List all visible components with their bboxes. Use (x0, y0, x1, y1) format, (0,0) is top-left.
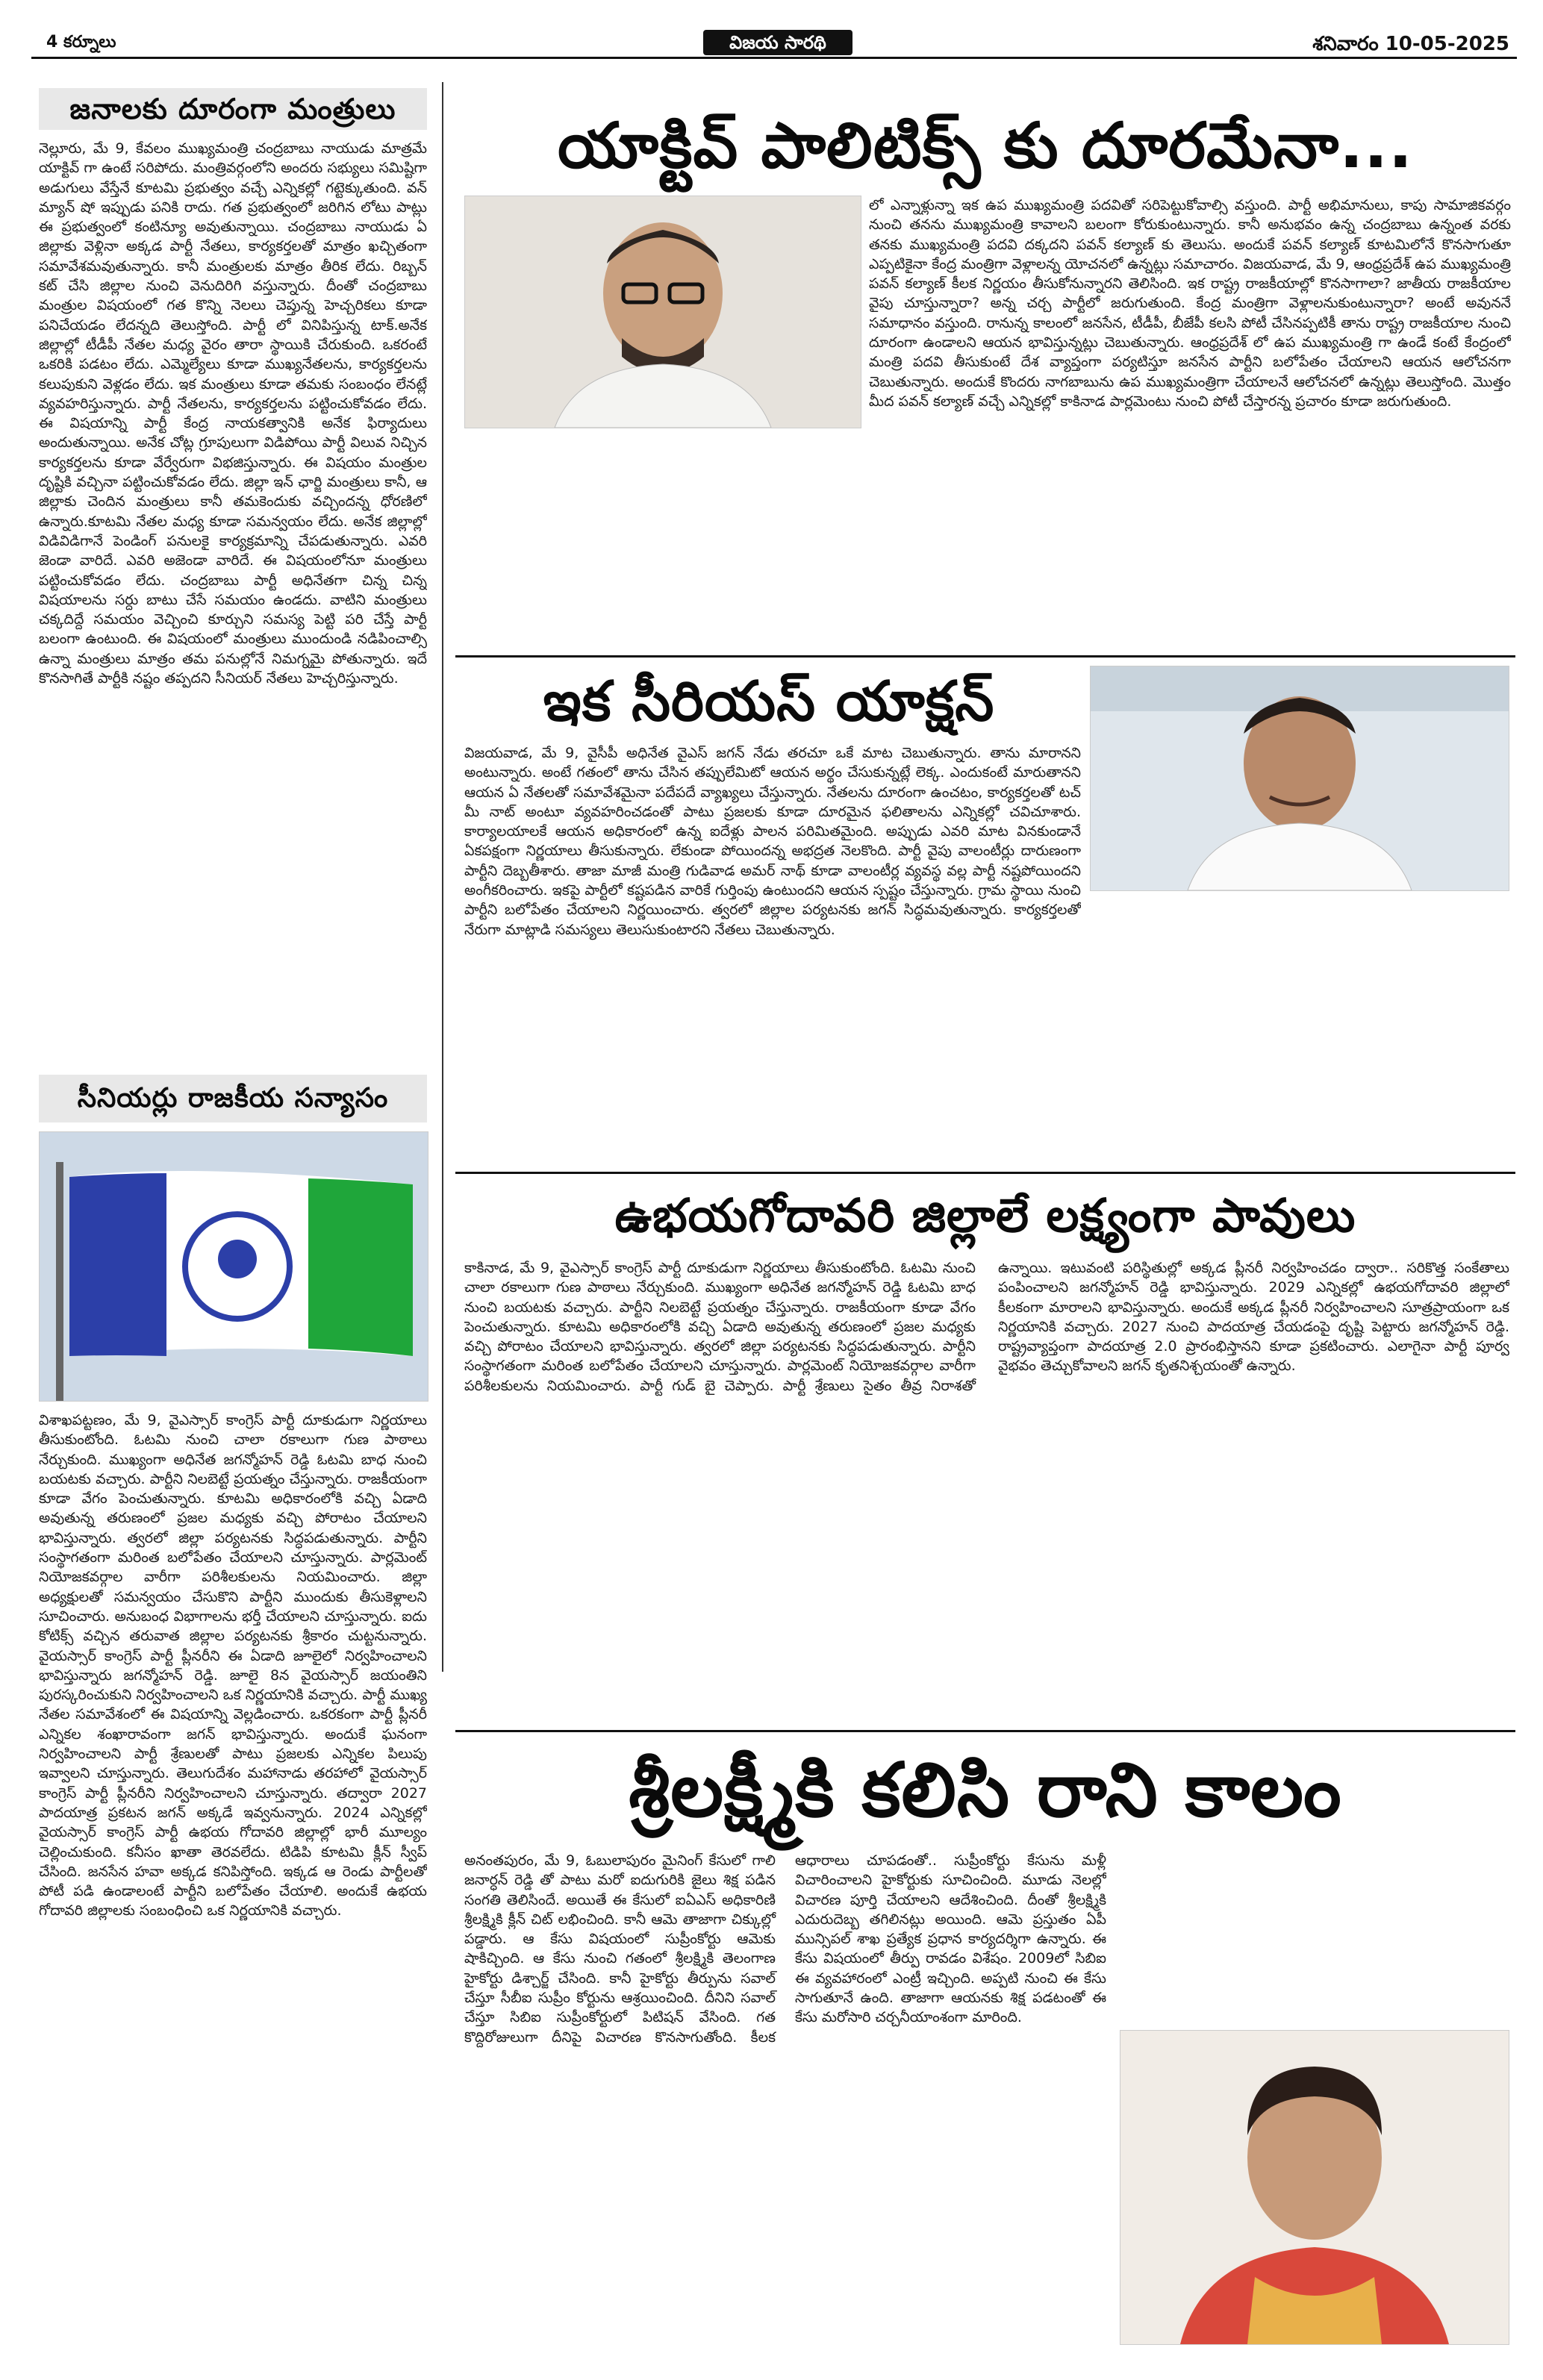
portrait-srilakshmi-icon (1120, 2031, 1509, 2344)
art2-body-lower (464, 437, 860, 643)
column-rule (442, 82, 443, 1672)
art6-headline-box (463, 1742, 1508, 1839)
art4-body: విశాఖపట్టణం, మే 9, వైఎస్సార్ కాంగ్రెస్ పార్టీ దూకుడుగా నిర్ణయాలు తీసుకుంటోంది. ఓటమి నుంచి చాలా రకాలుగా గుణ పాఠాలు నేర్చుకుంది. ముఖ్యంగా అధినేత జగన్మోహన్ రెడ్డి ఓటమి బాధ నుంచి బయటకు వచ్చారు. పార్టీని నిలబెట్టే ప్రయత్నం చేస్తున్నారు. రాజకీయంగా కూడా వేగం పెంచుతున్నారు. కూటమి అధికారంలోకి వచ్చి ఏడాది అవుతున్న తరుణంలో ప్రజల మధ్యకు వచ్చి పోరాటం చేయాలని భావిస్తున్నారు. త్వరలో జిల్లా పర్యటనకు సిద్ధపడుతున్నారు. పార్టీని సంస్థాగతంగా మరింత బలోపేతం చేయాలని చూస్తున్నారు. పార్లమెంట్ నియోజకవర్గాల వారీగా పరిశీలకులను నియమించారు. జిల్లా అధ్యక్షులతో సమన్వయం చేసుకొని పార్టీని ముందుకు తీసుకెళ్లాలని సూచించారు. అనుబంధ విభాగాలను భర్తీ చేయాలని చూస్తున్నారు. ఐదు కోటిక్స్ వచ్చిన తరువాత జిల్లాల పర్యటనకు శ్రీకారం చుట్టనున్నారు. వైయస్సార్ కాంగ్రెస్ పార్టీ ప్లీనరీని ఈ ఏడాది జూలైలో నిర్వహించాలని భావిస్తున్నారు జగన్మోహన్ రెడ్డి. జూలై 8న వైయస్సార్ జయంతిని పురస్కరించుకుని నిర్వహించాలని ఒక నిర్ణయానికి వచ్చారు. పార్టీ ముఖ్య నేతల సమావేశంలో ఈ విషయాన్ని వెల్లడించారు. ఒకరకంగా పార్టీ ప్లీనరీ ఎన్నికల శంఖారావంగా జగన్ భావిస్తున్నారు. అందుకే ఘనంగా నిర్వహించాలని పార్టీ శ్రేణులతో పాటు ప్రజలకు ఎన్నికల పిలుపు ఇవ్వాలని చూస్తున్నారు. తెలుగుదేశం మహానాడు తరహాలో వైయస్సార్ కాంగ్రెస్ పార్టీ ప్లీనరీని నిర్వహించాలని చూస్తున్నారు. తద్వారా 2027 పాదయాత్ర ప్రకటన జగన్ అక్కడే ఇవ్వనున్నారు. 2024 ఎన్నికల్లో వైయస్సార్ కాంగ్రెస్ పార్టీ ఉభయ గోదావరి జిల్లాల్లో భారీ మూల్యం చెల్లించుకుంది. కనీసం ఖాతా తెరవలేదు. టిడిపి కూటమి క్లీన్ స్వీప్ చేసింది. జనసేన హవా అక్కడ కనిపిస్తోంది. ఇక్కడ ఆ రెండు పార్టీలతో పోటీ పడి ఉండాలంటే పార్టీని బలోపేతం చేయాలి. అందుకే ఉభయ గోదావరి జిల్లాలకు సంబంధించి ఒక నిర్ణయానికి వచ్చారు. (39, 1412, 427, 1920)
page-header (31, 30, 1517, 59)
art3-body: విజయవాడ, మే 9, వైసీపీ అధినేత వైఎస్ జగన్ నేడు తరచూ ఒకే మాట చెబుతున్నారు. తాను మారానని అంటున్నారు. అంటే గతంలో తాను చేసిన తప్పులేమిటో ఆయన అర్థం చేసుకున్నట్లే లెక్క. ఎందుకంటే మారుతానని ఆయన ఏ నేతలతో సమావేశమైనా పదేపదే వ్యాఖ్యలు చేస్తున్నారు. నేతలను దూరంగా ఉంచటం, కార్యకర్తలతో టచ్ మీ నాట్ అంటూ వ్యవహరించడంతో పాటు ప్రజలకు కూడా దూరమైన ఫలితాలను ఎన్నికల్లో చవిచూశారు. కార్యాలయాలకే ఆయన అధికారంలో ఉన్న ఐదేళ్లు పాలన పరిమితమైంది. అప్పుడు ఎవరి మాట వినకుండానే ఏకపక్షంగా నిర్ణయాలు తీసుకున్నారు. లేకుండా పోయిందన్న అభద్రత నెలకొంది. పార్టీ వైపు వాలంటీర్లు దారుణంగా పార్టీని దెబ్బతీశారు. తాజా మాజీ మంత్రి గుడివాడ అమర్ నాథ్ కూడా వాలంటీర్ల వ్యవస్థ వల్ల పార్టీ నష్టపోయిందని అంగీకరించారు. ఇకపై పార్టీలో కష్టపడిన వారికే గుర్తింపు ఉంటుందని ఆయన స్పష్టం చేస్తున్నారు. గ్రామ స్థాయి నుంచి పార్టీని బలోపేతం చేయాలని నిర్ణయించారు. త్వరలో జిల్లాల పర్యటనకు జగన్ సిద్ధమవుతున్నారు. కార్యకర్తలతో నేరుగా మాట్లాడి సమస్యలు తెలుసుకుంటారని నేతలు చెబుతున్నారు. (464, 745, 1081, 938)
art2-body: లో ఎన్నాళ్లున్నా ఇక ఉప ముఖ్యమంత్రి పదవితో సరిపెట్టుకోవాల్సి వస్తుంది. పార్టీ అభిమానులు, కాపు సామాజికవర్గం నుంచి తనను ముఖ్యమంత్రి కావాలని బలంగా కోరుకుంటున్నారు. కానీ అనుభవం ఉన్న చంద్రబాబు ఉన్నంత వరకు తనకు ముఖ్యమంత్రి పదవి దక్కదని పవన్ కల్యాణ్ కు తెలుసు. అందుకే పవన్ కల్యాణ్ కూటమిలోనే కొనసాగుతూ ఎప్పటికైనా కేంద్ర మంత్రిగా వెళ్లాలన్న యోచనలో ఉన్నట్లు సమాచారం. విజయవాడ, మే 9, ఆంధ్రప్రదేశ్ ఉప ముఖ్యమంత్రి పవన్ కల్యాణ్ కీలక నిర్ణయం తీసుకోనున్నారని తెలిసింది. ఇక రాష్ట్ర రాజకీయాల్లో కొనసాగాలా? జాతీయ రాజకీయాల వైపు చూస్తున్నారా? అన్న చర్చ పార్టీలో జరుగుతుంది. కేంద్ర మంత్రిగా వెళ్లాలనుకుంటున్నారా? అంటే అవుననే సమాధానం వస్తుంది. రానున్న కాలంలో జనసేన, టీడీపీ, బీజేపీ కలసి పోటీ చేసినప్పటికీ తాను రాష్ట్ర రాజకీయాల నుంచి దూరంగా ఉండాలని ఆయన భావిస్తున్నట్లు చెబుతున్నారు. ఆంధ్రప్రదేశ్ లో ఉప ముఖ్యమంత్రి గా ఉండే కంటే కేంద్రంలో మంత్రి పదవి తీసుకుంటే దేశ వ్యాప్తంగా పర్యటిస్తూ జనసేన పార్టీని బలోపేతం చేయాలని ఆయన ఆలోచనగా చెబుతున్నారు. అందుకే కొందరు నాగబాబును ఉప ముఖ్యమంత్రిగా చేయాలనే ఆలోచనలో ఉన్నట్లు తెలుస్తోంది. మొత్తం మీద పవన్ కల్యాణ్ వచ్చే ఎన్నికల్లో కాకినాడ పార్లమెంటు నుంచి పోటీ చేస్తారన్న ప్రచారం కూడా జరుగుతుంది. (869, 197, 1511, 410)
page-label: 4 కర్నూలు (46, 33, 116, 51)
portrait-jagan-icon (1091, 666, 1509, 890)
portrait-pawan-icon (465, 196, 861, 428)
masthead: విజయ సారథి (703, 30, 852, 55)
rule-art2 (455, 655, 1515, 658)
art2-headline-box (463, 104, 1508, 187)
art4-headline: సీనియర్లు రాజకీయ సన్యాసం (77, 1083, 389, 1114)
art6-photo (1120, 2030, 1509, 2345)
issue-date: శనివారం 10-05-2025 (1312, 33, 1509, 55)
art3-body-right (1090, 899, 1508, 1161)
art3-headline-box (463, 666, 1075, 737)
art6-headline: శ్రీలక్ష్మీకి కలిసి రాని కాలం (629, 1746, 1342, 1834)
art6-body: అనంతపురం, మే 9, ఓబులాపురం మైనింగ్ కేసులో గాలి జనార్ధన్ రెడ్డి తో పాటు మరో ఐదుగురికి జైలు శిక్ష పడిన సంగతి తెలిసిందే. అయితే ఈ కేసులో ఐఏఎస్ అధికారిణి శ్రీలక్ష్మికి క్లీన్ చిట్ లభించింది. కానీ ఆమె తాజాగా చిక్కుల్లో పడ్డారు. ఆ కేసు విషయంలో సుప్రీంకోర్టు ఆమెకు షాకిచ్చింది. ఆ కేసు నుంచి గతంలో శ్రీలక్ష్మికి తెలంగాణ హైకోర్టు డిశ్చార్జ్ చేసింది. కానీ హైకోర్టు తీర్పును సవాల్ చేస్తూ సీబీఐ సుప్రీం కోర్టును ఆశ్రయించింది. దీనిని సవాల్ చేస్తూ సిబిఐ సుప్రీంకోర్టులో పిటిషన్ వేసింది. గత కొద్దిరోజులుగా దీనిపై విచారణ కొనసాగుతోంది. కీలక ఆధారాలు చూపడంతో.. సుప్రీంకోర్టు కేసును మళ్లీ విచారించాలని హైకోర్టుకు సూచించింది. మూడు నెలల్లో విచారణ పూర్తి చేయాలని ఆదేశించింది. దీంతో శ్రీలక్ష్మికి ఎదురుదెబ్బ తగిలినట్లు అయింది. ఆమె ప్రస్తుతం ఏపీ మున్సిపల్ శాఖ ప్రత్యేక ప్రధాన కార్యదర్శిగా ఉన్నారు. ఈ కేసు విషయంలో తీర్పు రావడం విశేషం. 2009లో సిబిఐ ఈ వ్యవహారంలో ఎంట్రీ ఇచ్చింది. అప్పటి నుంచి ఈ కేసు సాగుతూనే ఉంది. తాజాగా ఆయనకు శిక్ష పడటంతో ఈ కేసు మరోసారి చర్చనీయాంశంగా మారింది. (464, 1852, 1106, 2046)
party-flag-icon (40, 1132, 428, 1401)
art5-headline: ఉభయగోదావరి జిల్లాలే లక్ష్యంగా పావులు (614, 1188, 1356, 1243)
art2-photo (464, 196, 861, 428)
rule-art3 (455, 1172, 1515, 1174)
art5-headline-box (463, 1182, 1508, 1249)
art4-headline-box (39, 1075, 427, 1122)
art1-headline-box (39, 88, 427, 130)
art1-body: నెల్లూరు, మే 9, కేవలం ముఖ్యమంత్రి చంద్రబాబు నాయుడు మాత్రమే యాక్టివ్ గా ఉంటే సరిపోదు. మంత్రివర్గంలోని అందరు సభ్యులు సమిష్టిగా అడుగులు వేస్తేనే కూటమి ప్రభుత్వం వచ్చే ఎన్నికల్లో గట్టెక్కుతుంది. వన్ మ్యాన్ షో ఇప్పుడు పనికి రాదు. గత ప్రభుత్వంలో జరిగిన లోటు పాట్లు ఈ ప్రభుత్వంలో కంటిన్యూ అవుతున్నాయి. చంద్రబాబు నాయుడు ఏ జిల్లాకు వెళ్లినా అక్కడ పార్టీ నేతలు, కార్యకర్తలతో మాత్రం ఖచ్చితంగా సమావేశమవుతున్నారు. కానీ మంత్రులకు మాత్రం తీరిక లేదు. రిబ్బన్ కట్ చేసి జిల్లాల నుంచి వెనుదిరిగి వస్తున్నారు. దీంతో చంద్రబాబు మంత్రుల విషయంలో గత కొన్ని నెలలు చెప్తున్న హెచ్చరికలు కూడా పనిచేయడం లేదన్నది తెలుస్తోంది. పార్టీ లో వినిపిస్తున్న టాక్.అనేక జిల్లాల్లో టీడీపీ నేతల మధ్య వైరం తారా స్థాయికి చేరుకుంది. ఒకరంటే ఒకరికి పడటం లేదు. ఎమ్మెల్యేలు కూడా ముఖ్యనేతలను, కార్యకర్తలను కలుపుకుని వెళ్లడం లేదు. ఇక మంత్రులు కూడా తమకు సంబంధం లేనట్లే వ్యవహరిస్తున్నారు. పార్టీ నేతలను, కార్యకర్తలను పట్టించుకోవడం లేదు. ఈ విషయాన్ని పార్టీ కేంద్ర నాయకత్వానికి అనేక ఫిర్యాదులు అందుతున్నాయి. అనేక చోట్ల గ్రూపులుగా విడిపోయి పార్టీ విలువ నిచ్చిన కార్యకర్తలను కూడా వేర్వేరుగా విభజిస్తున్నారు. ఈ విషయం మంత్రుల దృష్టికి వచ్చినా పట్టించుకోవడం లేదు. జిల్లా ఇన్ ఛార్జి మంత్రులు కానీ, ఆ జిల్లాకు చెందిన మంత్రులు కానీ తమకెందుకు వచ్చిందన్న ధోరణిలో ఉన్నారు.కూటమి నేతల మధ్య కూడా సమన్వయం లేదు. అనేక జిల్లాల్లో విడివిడిగానే పెండింగ్ పనులకై కార్యక్రమాన్ని చేపడుతున్నారు. ఎవరి జెండా వారిదే. ఎవరి అజెండా వారిదే. ఈ విషయంలోనూ మంత్రులు పట్టించుకోవడం లేదు. చంద్రబాబు పార్టీ అధినేతగా చిన్న చిన్న విషయాలను సర్దు బాటు చేసే సమయం ఉండదు. వాటిని మంత్రులు చక్కదిద్దే సమయం వెచ్చించి కూర్చుని సమస్య పెట్టి పరి చేస్తే పార్టీ బలంగా ఉంటుంది. ఈ విషయంలో మంత్రులు ముందుండి నడిపించాల్సి ఉన్నా మంత్రులు మాత్రం తమ పనుల్లోనే నిమగ్నమై పోతున్నారు. ఇదే కొనసాగితే పార్టీకి నష్టం తప్పదని సీనియర్ నేతలు హెచ్చరిస్తున్నారు. (39, 140, 427, 687)
art5-body: కాకినాడ, మే 9, వైఎస్సార్ కాంగ్రెస్ పార్టీ దూకుడుగా నిర్ణయాలు తీసుకుంటోంది. ఓటమి నుంచి చాలా రకాలుగా గుణ పాఠాలు నేర్చుకుంది. ముఖ్యంగా అధినేత జగన్మోహన్ రెడ్డి ఓటమి బాధ నుంచి బయటకు వచ్చారు. పార్టీని నిలబెట్టే ప్రయత్నం చేస్తున్నారు. రాజకీయంగా కూడా వేగం పెంచుతున్నారు. కూటమి అధికారంలోకి వచ్చి ఏడాది అవుతున్న తరుణంలో ప్రజల మధ్యకు వచ్చి పోరాటం చేయాలని భావిస్తున్నారు. త్వరలో జిల్లా పర్యటనకు సిద్ధపడుతున్నారు. పార్టీని సంస్థాగతంగా మరింత బలోపేతం చేయాలని చూస్తున్నారు. పార్లమెంట్ నియోజకవర్గాల వారీగా పరిశీలకులను నియమించారు. పార్టీ గుడ్ బై చెప్పారు. పార్టీ శ్రేణులు సైతం తీవ్ర నిరాశతో ఉన్నాయి. ఇటువంటి పరిస్థితుల్లో అక్కడ ప్లీనరీ నిర్వహించడం ద్వారా.. సరికొత్త సంకేతాలు పంపించాలని జగన్మోహన్ రెడ్డి భావిస్తున్నారు. 2029 ఎన్నికల్లో ఉభయగోదావరి జిల్లాలో కీలకంగా మారాలని భావిస్తున్నారు. అందుకే అక్కడ ప్లీనరీ నిర్వహించాలని సూత్రప్రాయంగా ఒక నిర్ణయానికి వచ్చారు. 2027 నుంచి పాదయాత్ర చేయడంపై దృష్టి పెట్టారు జగన్మోహన్ రెడ్డి. రాష్ట్రవ్యాప్తంగా పాదయాత్ర 2.0 ప్రారంభిస్తానని కూడా ప్రకటించారు. ఎలాగైనా పార్టీ పూర్వ వైభవం తెచ్చుకోవాలని జగన్ కృతనిశ్చయంతో ఉన్నారు. (464, 1260, 1509, 1394)
art3-photo (1090, 666, 1509, 891)
art3-headline: ఇక సీరియస్ యాక్షన్ (543, 669, 995, 734)
art1-headline: జనాలకు దూరంగా మంత్రులు (69, 93, 396, 125)
art4-photo (39, 1131, 428, 1402)
art2-headline: యాక్టివ్ పాలిటిక్స్ కు దూరమేనా... (558, 109, 1413, 182)
rule-art5 (455, 1730, 1515, 1732)
